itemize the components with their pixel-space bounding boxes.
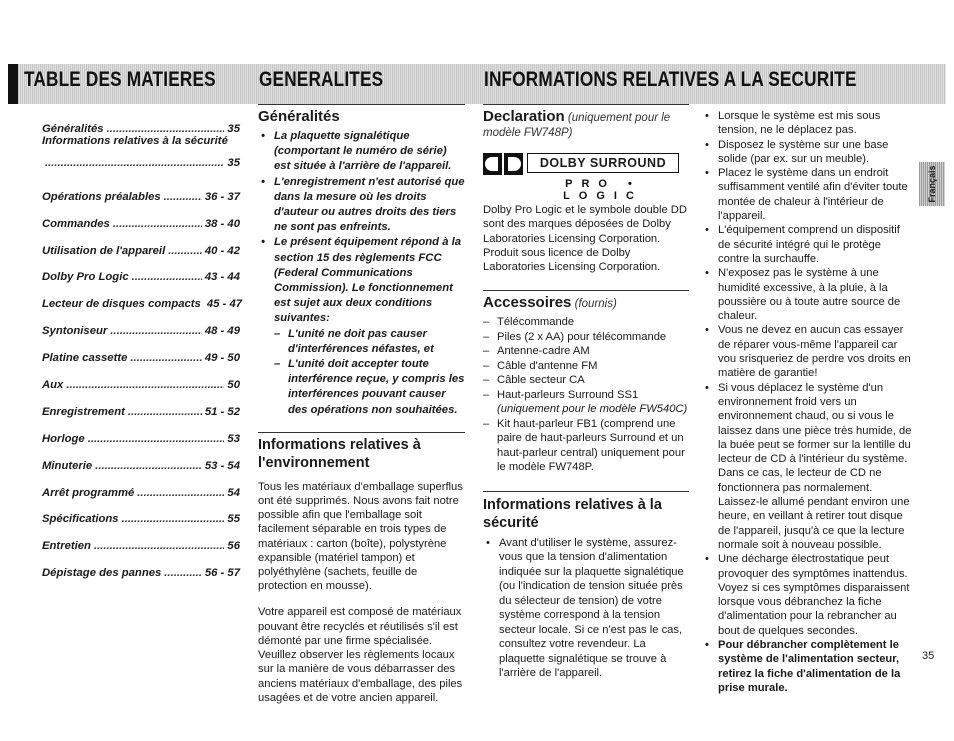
list-item: – Câble d'antenne FM <box>483 359 689 374</box>
generalites-list <box>258 129 465 418</box>
dolby-surround-box <box>527 153 679 173</box>
toc-label: Arrêt programmé <box>42 486 135 499</box>
toc-page: 55 <box>227 513 240 526</box>
toc-page: 54 <box>227 486 240 499</box>
dolby-paragraph: Dolby Pro Logic et le symbole double DD sont des marques déposées de Dolby Laboratories Licensing Corporation. Produit sous licence de Dolby Laboratories Licensing Corporation. <box>483 204 687 274</box>
accessories-list <box>483 315 689 475</box>
safety-list <box>702 109 912 695</box>
table-of-contents <box>42 108 243 580</box>
section-rule <box>483 104 689 105</box>
list-item: – Câble secteur CA <box>483 373 689 388</box>
toc-label: Opérations préalables <box>42 190 161 203</box>
pro-logic-text: PRO • LOGIC <box>563 178 643 202</box>
list-item: • L'enregistrement n'est autorisé que dans la mesure où les droits d'auteur ou autres droits des tiers ne sont pas enfreints. <box>258 175 465 236</box>
list-item: • Une décharge électrostatique peut provoquer des symptômes inattendus. Voyez si ces symptômes disparaissent lorsque vous débranchez la fiche d'alimentation pour la rebrancher au bout de quelques secondes. <box>702 552 912 638</box>
securite-list <box>483 536 689 681</box>
toc-entry <box>42 257 240 284</box>
toc-page: 36 - 37 <box>204 190 240 203</box>
accessories-subtitle: (fournis) <box>574 298 617 311</box>
toc-page: 56 <box>227 540 240 553</box>
generalites-header: GENERALITES <box>259 68 384 91</box>
declaration-subtitle: (uniquement pour le modèle FW748P) <box>483 112 671 139</box>
toc-entry <box>42 499 240 526</box>
accessory-label: Haut-parleurs Surround SS1 <box>497 388 639 401</box>
toc-page: 56 - 57 <box>204 567 240 580</box>
dolby-surround-text: DOLBY SURROUND <box>539 156 667 170</box>
toc-entry <box>42 108 240 135</box>
toc-leader <box>164 567 202 579</box>
dolby-logo <box>483 153 689 202</box>
section-rule <box>258 104 465 105</box>
header-marker <box>8 64 18 104</box>
securite-heading: Informations relatives à la sécurité <box>483 496 662 531</box>
accessories-title <box>483 294 689 311</box>
toc-leader <box>66 379 224 391</box>
list-item: • Pour débrancher complètement le système de l'alimentation secteur, retirez la fiche d'alimentation de la prise murale. <box>702 638 912 695</box>
page-number: 35 <box>922 650 935 662</box>
securite-header: INFORMATIONS RELATIVES A LA SECURITE <box>484 68 857 91</box>
toc-leader <box>45 157 224 169</box>
toc-leader <box>94 540 224 552</box>
toc-label: Horloge <box>42 432 85 445</box>
toc-label: Commandes <box>42 217 110 230</box>
toc-label: Informations relatives à la sécurité <box>42 134 228 147</box>
toc-leader <box>130 352 201 364</box>
toc-entry <box>42 203 240 230</box>
double-d-icon <box>483 153 523 175</box>
list-item: • La plaquette signalétique (comportant le numéro de série) est située à l'arrière de l'appareil. <box>258 129 465 175</box>
toc-entry <box>42 391 240 418</box>
environment-heading: Informations relatives à l'environnement <box>258 436 421 471</box>
toc-entry <box>42 176 240 203</box>
toc-leader <box>122 513 225 525</box>
toc-label: Aux <box>42 379 64 392</box>
toc-leader <box>95 460 202 472</box>
list-item: • Disposez le système sur une base solide (par ex. sur un meuble). <box>702 138 912 167</box>
toc-page: 35 <box>227 157 240 170</box>
toc-page: 40 - 42 <box>204 244 240 257</box>
toc-entry <box>42 552 240 579</box>
list-item: • Vous ne devez en aucun cas essayer de réparer vous-même l'appareil car vou srisqueriez de perdre vos droits en matière de garantie! <box>702 323 912 380</box>
toc-label: Minuterie <box>42 459 93 472</box>
accessory-note: (uniquement pour le modèle FW540C) <box>497 403 688 416</box>
toc-label: Dolby Pro Logic <box>42 271 129 284</box>
toc-entry <box>42 525 240 552</box>
toc-entry <box>42 337 240 364</box>
toc-page: 50 <box>227 379 240 392</box>
list-item <box>258 235 465 417</box>
toc-leader <box>113 218 202 230</box>
safety-column <box>702 109 912 695</box>
language-tab <box>919 162 945 206</box>
list-item: – L'unité doit accepter toute interférence reçue, y compris les interférences pouvant causer des opérations non souhaitées. <box>274 357 465 418</box>
toc-label: Entretien <box>42 540 91 553</box>
list-item: – Antenne-cadre AM <box>483 344 689 359</box>
toc-label: Généralités <box>42 122 104 135</box>
toc-page: 48 - 49 <box>204 325 240 338</box>
toc-label: Syntoniseur <box>42 325 108 338</box>
toc-header: TABLE DES MATIERES <box>24 68 216 91</box>
toc-entry <box>42 230 240 257</box>
environment-paragraph-2: Votre appareil est composé de matériaux pouvant être recyclés et réutilisés s'il est démonté par une firme spécialisée. Veuillez observer les règlements locaux sur la manière de vous débarrasser des anciens matériaux d'emballage, des piles usagées et de votre ancien appareil. <box>258 606 463 704</box>
toc-label: Spécifications <box>42 513 119 526</box>
list-item: • N'exposez pas le système à une humidité excessive, à la pluie, à la poussière ou à toute autre source de chaleur. <box>702 266 912 323</box>
list-item: • Placez le système dans un endroit suffisamment ventilé afin d'éviter toute montée de chaleur à l'intérieur de l'appareil. <box>702 166 912 223</box>
list-item: – L'unité ne doit pas causer d'interférences néfastes, et <box>274 327 465 357</box>
toc-page: 38 - 40 <box>204 217 240 230</box>
list-item: – Kit haut-parleur FB1 (comprend une paire de haut-parleurs Surround et un haut-parleur central) uniquement pour le modèle FW748P. <box>483 417 689 475</box>
list-item: – Télécommande <box>483 315 689 330</box>
toc-page: 35 <box>227 122 240 135</box>
toc-page: 53 <box>227 432 240 445</box>
fcc-conditions <box>274 327 465 418</box>
toc-page: 49 - 50 <box>204 352 240 365</box>
list-item: – Piles (2 x AA) pour télécommande <box>483 330 689 345</box>
section-rule <box>258 432 465 433</box>
section-rule <box>483 491 689 492</box>
fcc-text: Le présent équipement répond à la section 15 des règlements FCC (Federal Communications Commission). Le fonctionnement est sujet aux deux conditions suivantes: <box>274 236 462 325</box>
list-item: • Si vous déplacez le système d'un environnement froid vers un environnement chaud, ou si vous le laissez dans une pièce très humide, de la buée peut se former sur la lentille du lecteur de CD à l'intérieur du système. Dans ce cas, le lecteur de CD ne fonctionnera pas normalement. Laissez-le allumé pendant environ une heure, en veillant à retirer tout disque de l'appareil, jusqu'à ce que la lecture normale soit à nouveau possible. <box>702 381 912 553</box>
declaration-column <box>483 104 689 681</box>
toc-label: Lecteur de disques compacts <box>42 298 201 311</box>
toc-entry <box>42 364 240 391</box>
toc-page: 45 - 47 <box>206 298 243 311</box>
toc-leader <box>168 245 202 257</box>
toc-entry <box>42 310 240 337</box>
language-tab-label: Français <box>927 165 937 203</box>
toc-label: Enregistrement <box>42 405 125 418</box>
toc-leader <box>164 191 202 203</box>
toc-leader <box>110 325 202 337</box>
toc-entry <box>42 283 243 311</box>
environment-paragraph-1: Tous les matériaux d'emballage superflus ont été supprimés. Nous avons fait notre possible afin que l'emballage soit facilement séparable en trois types de matériaux : carton (boîte), polystyrène expansible (matériel tampon) et polyéthylène (sachets, feuille de protection en mousse). <box>258 480 463 593</box>
toc-leader <box>88 433 225 445</box>
declaration-heading: Declaration <box>483 108 565 125</box>
generalites-heading: Généralités <box>258 108 340 125</box>
toc-entry <box>42 445 240 472</box>
list-item: • Lorsque le système est mis sous tension, ne le déplacez pas. <box>702 109 912 138</box>
toc-leader <box>137 487 224 499</box>
toc-page: 43 - 44 <box>204 271 240 284</box>
list-item: • L'équipement comprend un dispositif de sécurité intégré qui le protège contre la surchauffe. <box>702 223 912 266</box>
toc-leader <box>132 271 202 283</box>
generalites-column <box>258 104 465 705</box>
toc-entry <box>42 135 240 176</box>
toc-label: Platine cassette <box>42 352 128 365</box>
toc-entry <box>42 472 240 499</box>
toc-label: Dépistage des pannes <box>42 567 162 580</box>
toc-label: Utilisation de l'appareil <box>42 244 166 257</box>
list-item <box>483 388 689 417</box>
toc-page: 53 - 54 <box>204 459 240 472</box>
section-rule <box>483 290 689 291</box>
toc-page: 51 - 52 <box>204 405 240 418</box>
accessories-heading: Accessoires <box>483 294 572 312</box>
list-item: • Avant d'utiliser le système, assurez-vous que la tension d'alimentation indiquée sur la plaquette signalétique (ou l'indication de tension située près du sélecteur de tension) de votre système correspond à la tension secteur locale. Si ce n'est pas le cas, consultez votre revendeur. La plaquette signalétique se trouve à l'arrière de l'appareil. <box>483 536 689 681</box>
toc-entry <box>42 418 240 445</box>
toc-leader <box>128 406 202 418</box>
toc-leader <box>107 123 225 135</box>
declaration-title <box>483 109 689 141</box>
